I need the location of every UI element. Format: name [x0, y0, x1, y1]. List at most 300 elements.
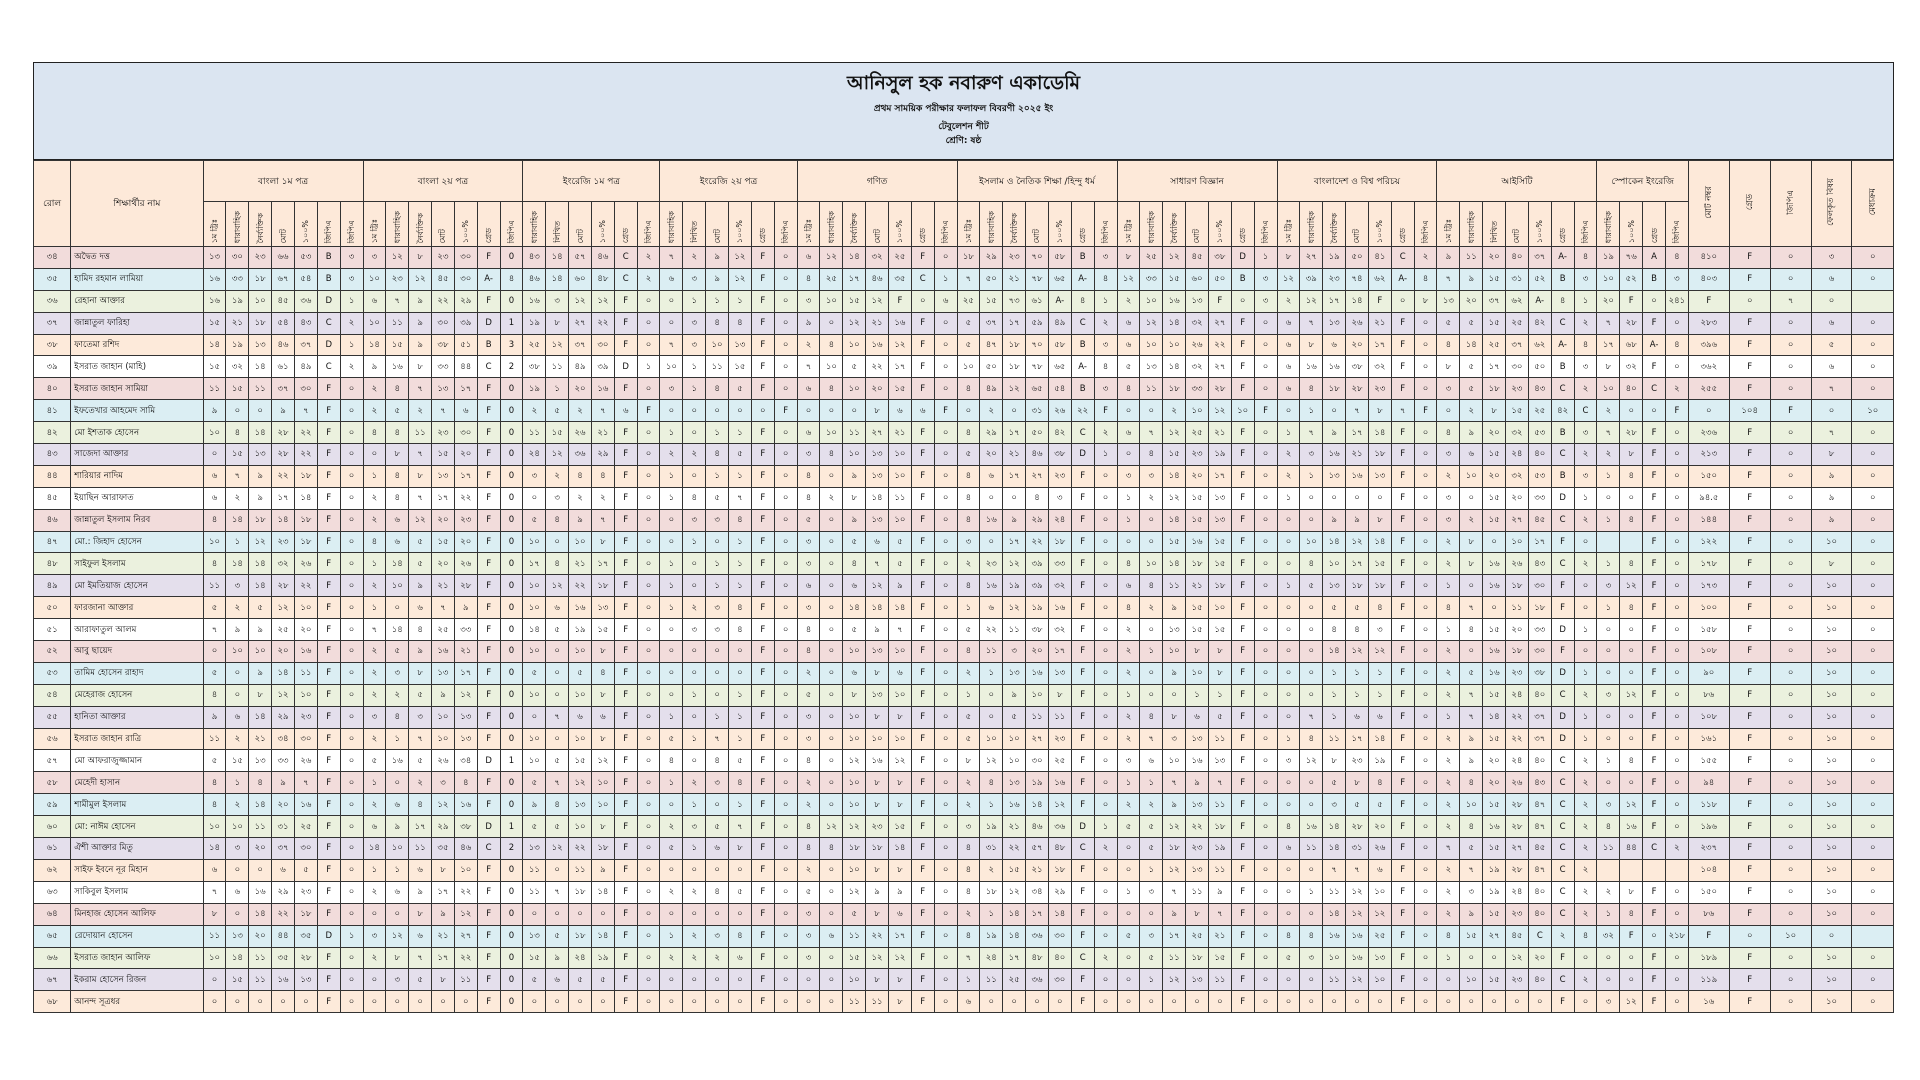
mark-cell: ৩	[1254, 268, 1277, 290]
mark-cell: ০	[1770, 794, 1811, 816]
mark-cell: ১০	[1770, 925, 1811, 947]
mark-cell: ৫	[546, 619, 569, 641]
mark-cell: ৬	[1277, 312, 1300, 334]
mark-cell: ০	[1254, 925, 1277, 947]
mark-cell: ১৯	[1483, 859, 1506, 881]
mark-cell: ১৪	[843, 597, 866, 619]
mark-cell: F	[1551, 641, 1574, 663]
mark-cell: ০	[637, 312, 660, 334]
mark-cell: ১৭	[1003, 947, 1026, 969]
mark-cell: ০	[1414, 378, 1437, 400]
mark-cell: ০	[1597, 619, 1620, 641]
column-header-label: ১ম ট্রিঃ	[1283, 218, 1293, 243]
mark-cell: ১৭	[1003, 465, 1026, 487]
mark-cell: ৪০	[1528, 684, 1551, 706]
mark-cell: ১	[1117, 509, 1140, 531]
mark-cell: ৩	[1140, 881, 1163, 903]
mark-cell: ২	[1437, 531, 1460, 553]
mark-cell: ৩	[1254, 290, 1277, 312]
mark-cell: ২৫	[1483, 334, 1506, 356]
mark-cell: ৯	[409, 575, 432, 597]
mark-cell: ১৫	[1368, 553, 1391, 575]
mark-cell: C	[1071, 838, 1094, 860]
mark-cell: ০	[934, 465, 957, 487]
mark-cell: ৮	[432, 969, 455, 991]
mark-cell: ৫৩	[294, 247, 317, 269]
mark-cell: ০	[774, 925, 797, 947]
mark-cell: ৬	[569, 706, 592, 728]
mark-cell: ১	[1437, 575, 1460, 597]
mark-cell: ২	[1437, 772, 1460, 794]
mark-cell: ১৮	[1368, 444, 1391, 466]
mark-cell: ৩২	[1186, 312, 1209, 334]
mark-cell: ৭	[1300, 312, 1323, 334]
mark-cell: ২০	[432, 553, 455, 575]
mark-cell: ২	[386, 684, 409, 706]
mark-cell: ৮	[866, 400, 889, 422]
mark-cell: ০	[1597, 706, 1620, 728]
mark-cell: ২৬	[1368, 838, 1391, 860]
mark-cell: ১	[1277, 487, 1300, 509]
mark-cell: ১০	[843, 378, 866, 400]
mark-cell: ৬	[1140, 750, 1163, 772]
mark-cell: F	[1231, 662, 1254, 684]
mark-cell: ০	[1665, 903, 1688, 925]
mark-cell: ১৭	[591, 553, 614, 575]
mark-cell: C	[317, 312, 340, 334]
table-row	[34, 728, 1894, 750]
mark-cell: ২৭	[1506, 509, 1529, 531]
mark-cell: F	[1071, 684, 1094, 706]
mark-cell: C	[1551, 969, 1574, 991]
mark-cell: ৩২	[1048, 619, 1071, 641]
mark-cell: ১০	[1811, 684, 1852, 706]
mark-cell: F	[1729, 903, 1770, 925]
mark-cell: ০	[934, 312, 957, 334]
mark-cell: ২৯	[272, 881, 295, 903]
mark-cell: ৬	[1460, 444, 1483, 466]
mark-cell: ৪	[1574, 925, 1597, 947]
mark-cell: ২৩	[1506, 903, 1529, 925]
mark-cell: B	[1551, 465, 1574, 487]
mark-cell: ৩	[1665, 268, 1688, 290]
mark-cell: ৭	[409, 444, 432, 466]
mark-cell: ৪	[1620, 597, 1643, 619]
mark-cell: F	[911, 794, 934, 816]
mark-cell: ২৩	[454, 509, 477, 531]
mark-cell: ০	[774, 728, 797, 750]
mark-cell: ০	[340, 378, 363, 400]
mark-cell: ০	[1414, 334, 1437, 356]
mark-cell: F	[751, 903, 774, 925]
mark-cell: ১১	[843, 925, 866, 947]
mark-cell: ০	[1140, 619, 1163, 641]
mark-cell: ১১	[454, 969, 477, 991]
mark-cell: ৩০	[1528, 641, 1551, 663]
mark-cell: ১৫	[1483, 838, 1506, 860]
mark-cell: ০	[660, 991, 683, 1013]
mark-cell: ২	[363, 728, 386, 750]
mark-cell: ৩	[683, 268, 706, 290]
mark-cell: ৫	[729, 378, 752, 400]
mark-cell: ৪	[363, 422, 386, 444]
mark-cell: F	[1729, 641, 1770, 663]
mark-cell: ১১	[706, 356, 729, 378]
mark-cell: ৬	[363, 290, 386, 312]
mark-cell: F	[911, 772, 934, 794]
mark-cell: ১২	[729, 268, 752, 290]
mark-cell: ০	[820, 619, 843, 641]
mark-cell: ২৮	[1620, 422, 1643, 444]
mark-cell: ১	[683, 356, 706, 378]
mark-cell: ০	[820, 750, 843, 772]
mark-cell: C	[1643, 838, 1666, 860]
mark-cell: ০	[1770, 706, 1811, 728]
mark-cell: ৭৬	[1620, 247, 1643, 269]
column-header	[317, 202, 340, 247]
mark-cell: ০	[1770, 969, 1811, 991]
mark-cell: ২৬	[1506, 772, 1529, 794]
mark-cell: ০	[820, 684, 843, 706]
mark-cell: ৩	[386, 969, 409, 991]
mark-cell: F	[911, 422, 934, 444]
mark-cell: A-	[1071, 268, 1094, 290]
mark-cell: ০	[1414, 838, 1437, 860]
mark-cell: ১০	[294, 597, 317, 619]
mark-cell: ০	[203, 991, 226, 1013]
mark-cell: F	[1391, 706, 1414, 728]
mark-cell: F	[477, 575, 500, 597]
table-row	[34, 400, 1894, 422]
mark-cell: ০	[1186, 991, 1209, 1013]
mark-cell: ২৯	[454, 290, 477, 312]
mark-cell: ০	[706, 531, 729, 553]
mark-cell: ৩	[1094, 334, 1117, 356]
mark-cell: ০	[340, 969, 363, 991]
mark-cell: ২	[409, 772, 432, 794]
mark-cell: ১	[546, 378, 569, 400]
mark-cell: ১৭	[1483, 356, 1506, 378]
mark-cell: ৮	[1208, 641, 1231, 663]
column-header	[1048, 202, 1071, 247]
mark-cell: F	[1391, 728, 1414, 750]
mark-cell: 0	[500, 290, 523, 312]
mark-cell: ১৪	[1163, 509, 1186, 531]
mark-cell: ১৬	[386, 356, 409, 378]
mark-cell: ৪	[729, 772, 752, 794]
mark-cell: ০	[934, 509, 957, 531]
table-row	[34, 531, 1894, 553]
mark-cell: ১০	[843, 969, 866, 991]
mark-cell: ২৮	[1346, 378, 1369, 400]
mark-cell: ২	[1551, 925, 1574, 947]
mark-cell: ০	[1094, 509, 1117, 531]
mark-cell: ১০	[523, 597, 546, 619]
mark-cell: ১২	[1368, 903, 1391, 925]
mark-cell: ২৯	[980, 247, 1003, 269]
mark-cell: ২০	[1346, 334, 1369, 356]
mark-cell: ৩৯	[1300, 268, 1323, 290]
mark-cell: ১৫	[226, 378, 249, 400]
mark-cell: ০	[1414, 619, 1437, 641]
mark-cell: F	[1391, 641, 1414, 663]
mark-cell: 0	[500, 422, 523, 444]
mark-cell: ৬	[386, 881, 409, 903]
mark-cell: ৩	[797, 903, 820, 925]
mark-cell: ৪	[797, 487, 820, 509]
mark-cell: ৭	[294, 772, 317, 794]
mark-cell	[1597, 859, 1620, 881]
mark-cell: ১০	[843, 706, 866, 728]
mark-cell: ৯	[1460, 268, 1483, 290]
mark-cell: C	[1551, 838, 1574, 860]
mark-cell: ১০	[888, 728, 911, 750]
mark-cell: ৩	[1574, 356, 1597, 378]
mark-cell: ১	[1140, 641, 1163, 663]
mark-cell: ৮	[1620, 881, 1643, 903]
mark-cell: ১২	[454, 684, 477, 706]
mark-cell: ৭	[1163, 772, 1186, 794]
mark-cell: ২১	[1186, 575, 1209, 597]
mark-cell: ৩	[1597, 684, 1620, 706]
mark-cell: ১	[729, 290, 752, 312]
mark-cell: ১৫	[1163, 268, 1186, 290]
mark-cell: ৭৩	[1003, 290, 1026, 312]
mark-cell: ৩	[683, 816, 706, 838]
mark-cell: ১০	[888, 509, 911, 531]
mark-cell: ১১	[1186, 881, 1209, 903]
mark-cell: ০	[1414, 509, 1437, 531]
mark-cell: F	[1729, 422, 1770, 444]
mark-cell: ২	[1574, 553, 1597, 575]
mark-cell: ১০	[569, 816, 592, 838]
mark-cell: ৩	[1277, 750, 1300, 772]
mark-cell: F	[1729, 991, 1770, 1013]
column-header	[934, 202, 957, 247]
mark-cell: ১৬১	[1688, 728, 1729, 750]
roll-cell: ৬১	[34, 838, 71, 860]
mark-cell: ৩০	[294, 378, 317, 400]
mark-cell: ০	[340, 772, 363, 794]
mark-cell: 0	[500, 662, 523, 684]
mark-cell: ১৫	[843, 290, 866, 312]
mark-cell: ৪	[1368, 597, 1391, 619]
mark-cell: ০	[1414, 597, 1437, 619]
column-header	[1071, 202, 1094, 247]
mark-cell: ১০	[1140, 334, 1163, 356]
mark-cell: ২	[660, 444, 683, 466]
mark-cell: ২	[797, 334, 820, 356]
mark-cell: ০	[637, 334, 660, 356]
mark-cell: ২১৮	[1665, 925, 1688, 947]
student-name-cell: জান্নাতুল ইসলাম নিরব	[71, 509, 203, 531]
mark-cell: ২০	[1597, 290, 1620, 312]
mark-cell: ০	[729, 991, 752, 1013]
column-header	[1186, 202, 1209, 247]
mark-cell: ২	[683, 597, 706, 619]
mark-cell: ০	[1300, 903, 1323, 925]
mark-cell: ০	[683, 903, 706, 925]
mark-cell: ১৮৯	[1688, 947, 1729, 969]
mark-cell: ০	[1117, 400, 1140, 422]
mark-cell: ০	[683, 859, 706, 881]
column-header-label: নৈর্ব্যক্তিক	[1169, 212, 1179, 243]
mark-cell: ১০	[1163, 641, 1186, 663]
mark-cell: F	[911, 334, 934, 356]
mark-cell: ১৬	[1688, 991, 1729, 1013]
mark-cell: ৬	[591, 706, 614, 728]
mark-cell: ২	[683, 772, 706, 794]
column-header	[1277, 202, 1300, 247]
mark-cell: ৭	[1323, 859, 1346, 881]
mark-cell: ২	[1437, 465, 1460, 487]
mark-cell: ১	[363, 465, 386, 487]
mark-cell: ৮	[866, 706, 889, 728]
column-header-label: ১ম ট্রিঃ	[1123, 218, 1133, 243]
mark-cell: ৫	[546, 400, 569, 422]
mark-cell: ৬	[546, 597, 569, 619]
mark-cell: ৩০	[432, 312, 455, 334]
mark-cell: ৪	[203, 684, 226, 706]
mark-cell: ০	[386, 772, 409, 794]
mark-cell: ২	[1665, 838, 1688, 860]
mark-cell: F	[1231, 641, 1254, 663]
mark-cell: ৪৬	[1026, 444, 1049, 466]
mark-cell: F	[911, 838, 934, 860]
mark-cell: ৯	[363, 356, 386, 378]
mark-cell: ১২	[866, 575, 889, 597]
mark-cell: F	[614, 925, 637, 947]
mark-cell: ১০	[454, 859, 477, 881]
mark-cell: F	[1643, 465, 1666, 487]
mark-cell: F	[614, 531, 637, 553]
mark-cell: F	[614, 334, 637, 356]
mark-cell: ০	[1665, 575, 1688, 597]
mark-cell: ৩	[797, 728, 820, 750]
mark-cell: ৪০	[1528, 881, 1551, 903]
mark-cell: ২৯	[980, 422, 1003, 444]
mark-cell: ১০	[820, 356, 843, 378]
mark-cell: ২৫	[1186, 925, 1209, 947]
mark-cell: ১২	[843, 750, 866, 772]
mark-cell: ১২	[1346, 531, 1369, 553]
mark-cell: ১	[226, 531, 249, 553]
mark-cell: ০	[820, 881, 843, 903]
mark-cell: ২৬	[1346, 312, 1369, 334]
mark-cell: ০	[1094, 772, 1117, 794]
table-row	[34, 794, 1894, 816]
mark-cell: ১২	[843, 881, 866, 903]
mark-cell: ০	[774, 619, 797, 641]
mark-cell: ০	[637, 706, 660, 728]
mark-cell: ২	[1277, 465, 1300, 487]
mark-cell: ১২	[1163, 816, 1186, 838]
mark-cell: C	[1391, 247, 1414, 269]
mark-cell: ১	[957, 684, 980, 706]
student-name-cell: ইসরাত জাহান সামিয়া	[71, 378, 203, 400]
mark-cell: ৫	[546, 816, 569, 838]
column-header-label: ১০০%	[598, 219, 608, 243]
mark-cell: ০	[820, 400, 843, 422]
column-header-label: মোট	[1032, 228, 1042, 243]
mark-cell: ০	[637, 465, 660, 487]
mark-cell: ৭	[1811, 422, 1852, 444]
mark-cell: ১৫	[1003, 859, 1026, 881]
mark-cell: ১৩	[1003, 772, 1026, 794]
mark-cell: ০	[1665, 509, 1688, 531]
mark-cell: ২২	[1506, 728, 1529, 750]
mark-cell: ১	[660, 706, 683, 728]
table-row	[34, 969, 1894, 991]
table-row	[34, 881, 1894, 903]
mark-cell: ২৫	[1048, 750, 1071, 772]
mark-cell: ০	[1094, 925, 1117, 947]
roll-cell: ৬৪	[34, 903, 71, 925]
mark-cell: F	[911, 859, 934, 881]
mark-cell: ১	[660, 487, 683, 509]
mark-cell: ১	[1597, 750, 1620, 772]
mark-cell: ৩৫	[294, 925, 317, 947]
mark-cell: ০	[569, 991, 592, 1013]
mark-cell: D	[1551, 662, 1574, 684]
mark-cell: ১০	[843, 859, 866, 881]
mark-cell: ২৩	[432, 247, 455, 269]
mark-cell: ১৩	[866, 641, 889, 663]
mark-cell: ৫	[957, 706, 980, 728]
mark-cell: ০	[1300, 619, 1323, 641]
column-header-label: গ্রেড	[621, 227, 631, 243]
mark-cell: F	[614, 619, 637, 641]
mark-cell: ২	[363, 684, 386, 706]
mark-cell: F	[1071, 487, 1094, 509]
mark-cell: ৪	[980, 772, 1003, 794]
student-name-cell: আবু ছায়েদ	[71, 641, 203, 663]
mark-cell: ১	[1597, 509, 1620, 531]
mark-cell: F	[1729, 575, 1770, 597]
mark-cell: F	[614, 422, 637, 444]
mark-cell: ২	[340, 356, 363, 378]
column-header-label: ধারাবাহিক	[826, 210, 836, 243]
mark-cell: ০	[1414, 662, 1437, 684]
mark-cell: ১৫	[569, 750, 592, 772]
mark-cell: F	[614, 641, 637, 663]
mark-cell: ০	[637, 444, 660, 466]
mark-cell: ০	[523, 487, 546, 509]
mark-cell: F	[614, 444, 637, 466]
mark-cell: ০	[1506, 991, 1529, 1013]
mark-cell: ১৩	[866, 509, 889, 531]
mark-cell: ৬৮	[1620, 334, 1643, 356]
mark-cell: ১৭	[1003, 531, 1026, 553]
mark-cell: ০	[797, 400, 820, 422]
column-header-label: জিপিএ	[644, 219, 654, 243]
mark-cell: ২২	[1003, 838, 1026, 860]
student-name-cell: সাইফ ইবনে নূর মিহান	[71, 859, 203, 881]
mark-cell: ২	[1665, 378, 1688, 400]
mark-cell: ৫	[1460, 378, 1483, 400]
mark-cell: B	[1071, 378, 1094, 400]
student-name-cell: শারিয়ার নাদিম	[71, 465, 203, 487]
mark-cell: ০	[637, 378, 660, 400]
mark-cell: ২০	[1506, 487, 1529, 509]
mark-cell: ১৫	[523, 947, 546, 969]
mark-cell: ১২	[546, 838, 569, 860]
mark-cell: ৩৩	[272, 750, 295, 772]
mark-cell: ৭	[1597, 422, 1620, 444]
mark-cell: ০	[1460, 487, 1483, 509]
mark-cell: ৪	[546, 553, 569, 575]
mark-cell: ৩০	[1506, 356, 1529, 378]
